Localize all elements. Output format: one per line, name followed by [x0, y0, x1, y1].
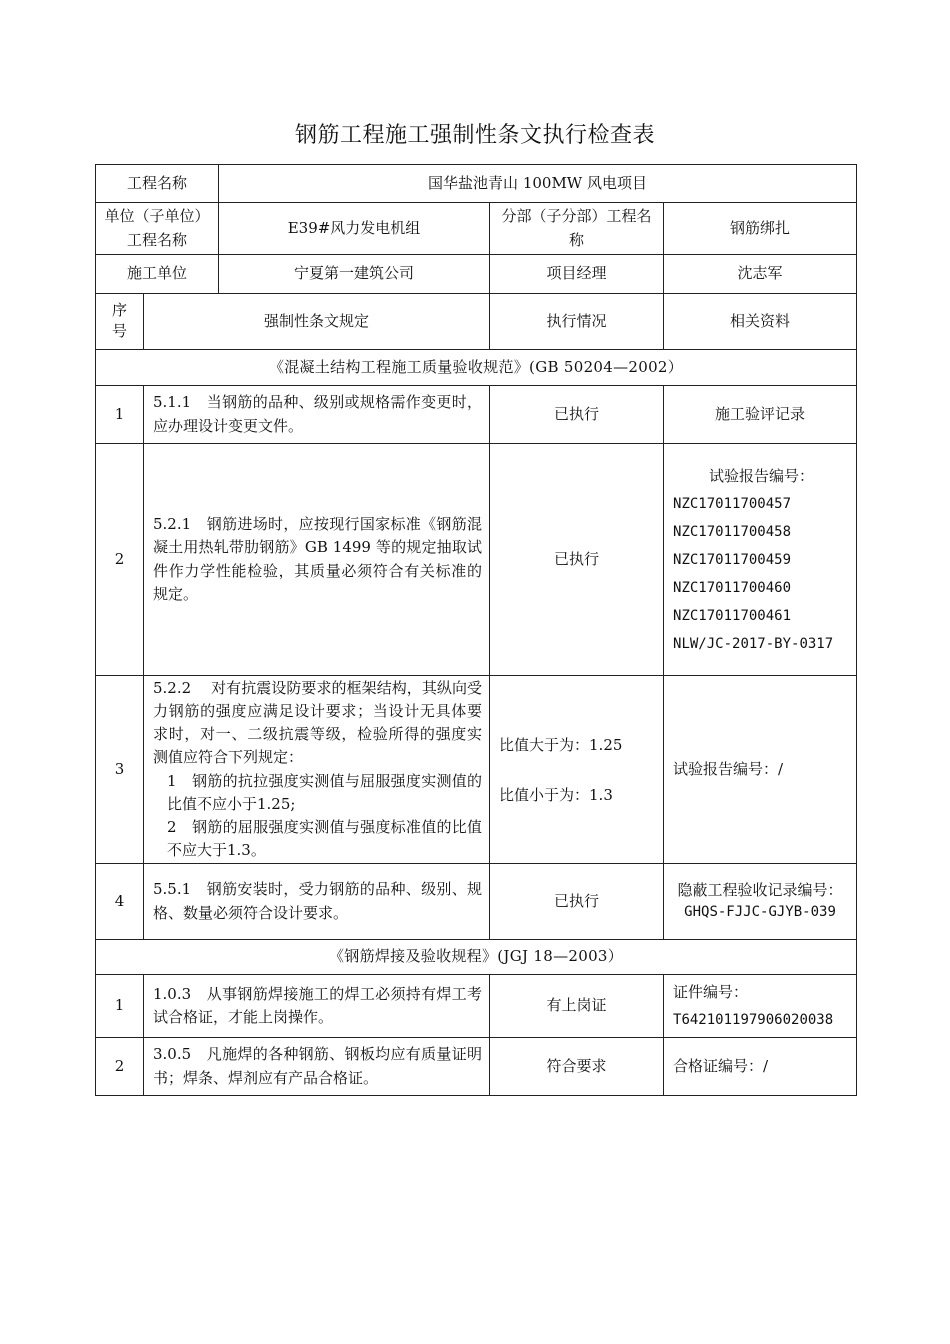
- status-cell: [490, 676, 664, 864]
- rule-intro: 5.2.2 对有抗震设防要求的框架结构，其纵向受力钢筋的强度应满足设计要求；当设计无具体要求时，对一、二级抗震等级，检验所得的强度实测值应符合下列规定：: [153, 678, 483, 767]
- table-row: [96, 676, 857, 864]
- row-no: 2: [96, 1038, 144, 1096]
- unit-label: 单位（子单位）工程名称: [96, 203, 219, 255]
- project-name-label: 工程名称: [96, 165, 219, 203]
- rule-text: [144, 676, 490, 864]
- sub-project-label: 分部（子分部）工程名称: [490, 203, 664, 255]
- section-title-row: [96, 940, 857, 975]
- refs-text: 施工验评记录: [664, 386, 857, 444]
- project-manager-label: 项目经理: [490, 255, 664, 294]
- section-title: 《混凝土结构工程施工质量验收规范》(GB 50204—2002）: [96, 350, 857, 386]
- project-name-row: [96, 165, 857, 203]
- column-header-rule: 强制性条文规定: [144, 294, 490, 350]
- rule-item: 1 钢筋的抗拉强度实测值与屈服强度实测值的比值不应小于1.25;: [167, 771, 483, 813]
- table-row: [96, 386, 857, 444]
- table-row: [96, 1038, 857, 1096]
- report-number: NZC17011700457: [673, 495, 792, 512]
- refs-text: 合格证编号：/: [664, 1038, 857, 1096]
- rule-item: 2 钢筋的屈服强度实测值与强度标准值的比值不应大于1.3。: [167, 818, 483, 860]
- refs-cell: [664, 975, 857, 1038]
- unit-row: [96, 203, 857, 255]
- contractor-label: 施工单位: [96, 255, 219, 294]
- table-row: [96, 864, 857, 940]
- status-text: 已执行: [490, 444, 664, 676]
- status-text: 已执行: [490, 386, 664, 444]
- status-text: 已执行: [490, 864, 664, 940]
- column-header-row: [96, 294, 857, 350]
- row-no: 1: [96, 386, 144, 444]
- rule-text: 5.2.1 钢筋进场时，应按现行国家标准《钢筋混凝土用热轧带肋钢筋》GB 1499 等的规定抽取试件作力学性能检验，其质量必须符合有关标准的规定。: [144, 444, 490, 676]
- report-number: NZC17011700461: [673, 607, 792, 624]
- inspection-table: [95, 164, 857, 1096]
- contractor-value: 宁夏第一建筑公司: [219, 255, 490, 294]
- row-no: 4: [96, 864, 144, 940]
- rule-text: 5.5.1 钢筋安装时，受力钢筋的品种、级别、规格、数量必须符合设计要求。: [144, 864, 490, 940]
- project-manager-value: 沈志军: [664, 255, 857, 294]
- rule-text: 5.1.1 当钢筋的品种、级别或规格需作变更时，应办理设计变更文件。: [144, 386, 490, 444]
- section-title: 《钢筋焊接及验收规程》(JGJ 18—2003）: [96, 940, 857, 975]
- page-title: 钢筋工程施工强制性条文执行检查表: [294, 123, 655, 148]
- record-number: GHQS-FJJC-GJYB-039: [684, 904, 836, 921]
- status-line: 比值小于为：1.3: [499, 785, 613, 804]
- report-number: NZC17011700460: [673, 579, 792, 596]
- report-number: NZC17011700459: [673, 551, 792, 568]
- refs-title: 证件编号：: [673, 983, 749, 1001]
- table-row: [96, 975, 857, 1038]
- refs-title: 隐蔽工程验收记录编号：: [677, 881, 843, 900]
- project-name-value: 国华盐池青山 100MW 风电项目: [219, 165, 857, 203]
- table-row: [96, 444, 857, 676]
- status-text: 符合要求: [490, 1038, 664, 1096]
- column-header-status: 执行情况: [490, 294, 664, 350]
- certificate-number: T642101197906020038: [673, 1012, 834, 1028]
- refs-cell: [664, 864, 857, 940]
- rule-text: 3.0.5 凡施焊的各种钢筋、钢板均应有质量证明书；焊条、焊剂应有产品合格证。: [144, 1038, 490, 1096]
- refs-cell: [664, 444, 857, 676]
- status-text: 有上岗证: [490, 975, 664, 1038]
- section-title-row: [96, 350, 857, 386]
- contractor-row: [96, 255, 857, 294]
- unit-value: E39#风力发电机组: [219, 203, 490, 255]
- column-header-refs: 相关资料: [664, 294, 857, 350]
- status-line: 比值大于为：1.25: [499, 735, 623, 754]
- row-no: 2: [96, 444, 144, 676]
- row-no: 3: [96, 676, 144, 864]
- report-number: NLW/JC-2017-BY-0317: [673, 635, 834, 652]
- refs-text: 试验报告编号：/: [664, 676, 857, 864]
- column-header-no: 序号: [96, 294, 144, 350]
- refs-title: 试验报告编号：: [709, 466, 815, 485]
- report-number: NZC17011700458: [673, 523, 792, 540]
- row-no: 1: [96, 975, 144, 1038]
- sub-project-value: 钢筋绑扎: [664, 203, 857, 255]
- rule-text: 1.0.3 从事钢筋焊接施工的焊工必须持有焊工考试合格证，才能上岗操作。: [144, 975, 490, 1038]
